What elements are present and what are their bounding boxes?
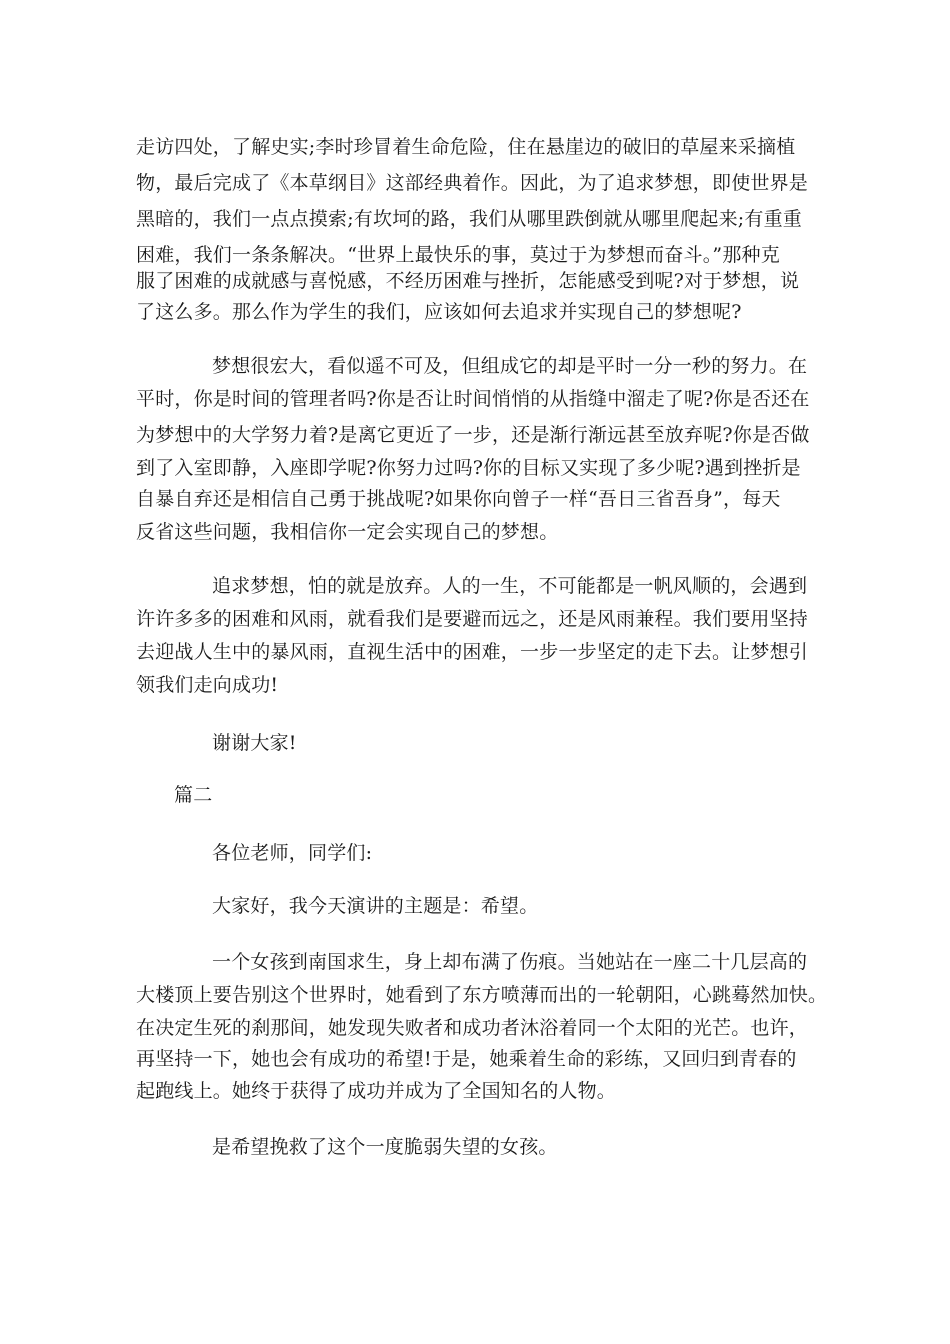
text-line: 了这么多。那么作为学生的我们，应该如何去追求并实现自己的梦想呢? xyxy=(136,301,742,323)
text-line: 到了入室即静，入座即学呢?你努力过吗?你的目标又实现了多少呢?遇到挫折是 xyxy=(136,457,801,479)
text-line: 自暴自弃还是相信自己勇于挑战呢?如果你向曾子一样“吾日三省吾身”，每天 xyxy=(136,488,781,510)
text-line: 反省这些问题，我相信你一定会实现自己的梦想。 xyxy=(136,521,559,543)
text-line: 再坚持一下，她也会有成功的希望!于是，她乘着生命的彩练，又回归到青春的 xyxy=(136,1048,797,1070)
text-line: 平时，你是时间的管理者吗?你是否让时间悄悄的从指缝中溜走了呢?你是否还在 xyxy=(136,388,810,410)
text-line: 各位老师，同学们: xyxy=(212,842,373,864)
text-line: 是希望挽救了这个一度脆弱失望的女孩。 xyxy=(212,1136,558,1158)
text-line: 梦想很宏大，看似遥不可及，但组成它的却是平时一分一秒的努力。在 xyxy=(212,355,808,377)
text-line: 起跑线上。她终于获得了成功并成为了全国知名的人物。 xyxy=(136,1080,617,1102)
text-line: 去迎战人生中的暴风雨，直视生活中的困难，一步一步坚定的走下去。让梦想引 xyxy=(136,641,809,663)
text-line: 为梦想中的大学努力着?是离它更近了一步，还是渐行渐远甚至放弃呢?你是否做 xyxy=(136,424,810,446)
text-line: 谢谢大家! xyxy=(212,732,297,754)
text-line: 一个女孩到南国求生，身上却布满了伤痕。当她站在一座二十几层高的 xyxy=(212,951,808,973)
text-line: 大楼顶上要告别这个世界时，她看到了东方喷薄而出的一轮朝阳，心跳蓦然加快。 xyxy=(136,984,828,1006)
section-title: 篇二 xyxy=(174,784,213,806)
text-line: 物，最后完成了《本草纲目》这部经典着作。因此，为了追求梦想，即使世界是 xyxy=(136,172,809,194)
text-line: 许许多多的困难和风雨，就看我们是要避而远之，还是风雨兼程。我们要用坚持 xyxy=(136,608,809,630)
text-line: 困难，我们一条条解决。“世界上最快乐的事，莫过于为梦想而奋斗。”那种克 xyxy=(136,244,780,266)
text-line: 大家好，我今天演讲的主题是：希望。 xyxy=(212,895,539,917)
text-line: 在决定生死的刹那间，她发现失败者和成功者沐浴着同一个太阳的光芒。也许， xyxy=(136,1017,809,1039)
text-line: 服了困难的成就感与喜悦感，不经历困难与挫折，怎能感受到呢?对于梦想，说 xyxy=(136,270,800,292)
text-line: 领我们走向成功! xyxy=(136,674,279,696)
text-line: 走访四处，了解史实;李时珍冒着生命危险，住在悬崖边的破旧的草屋来采摘植 xyxy=(136,136,796,158)
text-line: 黑暗的，我们一点点摸索;有坎坷的路，我们从哪里跌倒就从哪里爬起来;有重重 xyxy=(136,208,803,230)
text-line: 追求梦想，怕的就是放弃。人的一生，不可能都是一帆风顺的，会遇到 xyxy=(212,575,808,597)
